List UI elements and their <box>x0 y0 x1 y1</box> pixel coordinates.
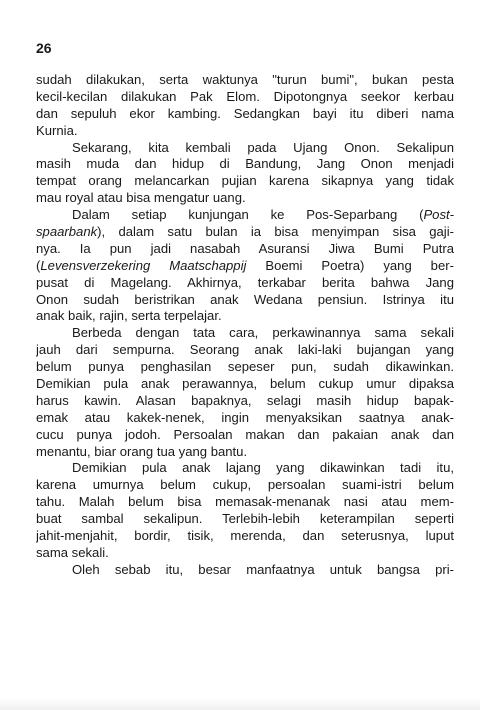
text-line <box>36 545 454 562</box>
text-line <box>36 342 454 359</box>
text-segment: sama sekali. <box>36 544 109 560</box>
text-segment: kecil-kecilan dilakukan Pak Elom. Dipotongnya seekor kerbau <box>36 88 454 104</box>
text-segment: Dalam setiap kunjungan ke Pos-Separbang ( <box>72 207 424 223</box>
text-segment: jauh dari sempurna. Seorang anak laki-laki bujangan yang <box>36 342 454 358</box>
text-segment: Boemi Poetra) yang ber- <box>246 257 454 273</box>
text-line <box>36 275 454 292</box>
text-segment: nya. Ia pun jadi nasabah Asuransi Jiwa Bumi Putra <box>36 240 454 256</box>
text-segment: sudah dilakukan, serta waktunya "turun bumi", bukan pesta <box>36 72 454 87</box>
text-line <box>36 241 454 258</box>
text-line <box>36 258 454 275</box>
text-line <box>36 292 454 309</box>
text-segment: buat sambal sekalipun. Terlebih-lebih keterampilan seperti <box>36 511 454 527</box>
text-line <box>36 427 454 444</box>
text-line <box>36 376 454 393</box>
text-line <box>36 173 454 190</box>
text-segment: jahit-menjahit, bordir, tisik, merenda, dan seterusnya, luput <box>36 528 454 544</box>
text-segment: pusat di Magelang. Akhirnya, terkabar berita bahwa Jang <box>36 274 454 290</box>
text-line <box>36 393 454 410</box>
paragraph-first-line <box>36 325 454 342</box>
text-line <box>36 224 454 241</box>
body-text <box>36 72 454 579</box>
text-segment: masih muda dan hidup di Bandung, Jang Onon menjadi <box>36 156 454 172</box>
text-segment: Oleh sebab itu, besar manfaatnya untuk bangsa pri- <box>72 561 454 577</box>
text-segment: tahu. Malah belum bisa memasak-menanak nasi atau mem- <box>36 494 454 510</box>
text-segment: harus kawin. Alasan bapaknya, selagi masih hidup bapak- <box>36 392 454 408</box>
text-line <box>36 308 454 325</box>
italic-text: Post- <box>423 207 454 223</box>
text-segment: mau royal atau bisa mengatur uang. <box>36 190 246 206</box>
page-edge-shadow <box>0 698 480 710</box>
text-segment: karena umurnya belum cukup, persoalan suami-istri belum <box>36 477 454 493</box>
paragraph-first-line <box>36 460 454 477</box>
text-segment: tempat orang melancarkan pujian karena sikapnya yang tidak <box>36 173 454 189</box>
text-segment: Kurnia. <box>36 122 78 138</box>
text-segment: menantu, biar orang tua yang bantu. <box>36 443 248 459</box>
text-segment: Onon sudah beristrikan anak Wedana pensiun. Istrinya itu <box>36 291 454 307</box>
text-line <box>36 494 454 511</box>
text-line <box>36 123 454 140</box>
text-segment: ), dalam satu bulan ia bisa menyimpan sisa gaji- <box>97 224 454 240</box>
text-line <box>36 156 454 173</box>
text-line <box>36 511 454 528</box>
text-segment: anak baik, rajin, serta terpelajar. <box>36 308 222 324</box>
text-line <box>36 190 454 207</box>
text-segment: emak atau kakek-nenek, ingin menyaksikan saatnya anak- <box>36 409 454 425</box>
italic-text: spaarbank <box>36 224 98 240</box>
text-segment: ( <box>36 257 41 273</box>
text-line <box>36 444 454 461</box>
text-line <box>36 410 454 427</box>
text-segment: belum punya penghasilan sepeser pun, sudah dikawinkan. <box>36 359 454 375</box>
text-segment: Demikian pula anak perawannya, belum cukup umur dipaksa <box>36 376 454 392</box>
italic-text: Levensverzekering Maatschappij <box>40 257 247 273</box>
paragraph-first-line <box>36 140 454 157</box>
text-segment: Demikian pula anak lajang yang dikawinkan tadi itu, <box>72 460 454 476</box>
page-number: 26 <box>36 40 52 56</box>
text-segment: dan sepuluh ekor kambing. Sedangkan bayi itu diberi nama <box>36 105 454 121</box>
text-line <box>36 359 454 376</box>
text-line <box>36 106 454 123</box>
text-segment: Sekarang, kita kembali pada Ujang Onon. Sekalipun <box>72 139 454 155</box>
paragraph-first-line <box>36 562 454 579</box>
text-line <box>36 528 454 545</box>
text-line <box>36 477 454 494</box>
text-segment: cucu punya jodoh. Persoalan makan dan pakaian anak dan <box>36 426 454 442</box>
text-line <box>36 89 454 106</box>
text-segment: Berbeda dengan tata cara, perkawinannya sama sekali <box>72 325 454 341</box>
text-line <box>36 72 454 89</box>
paragraph-first-line <box>36 207 454 224</box>
